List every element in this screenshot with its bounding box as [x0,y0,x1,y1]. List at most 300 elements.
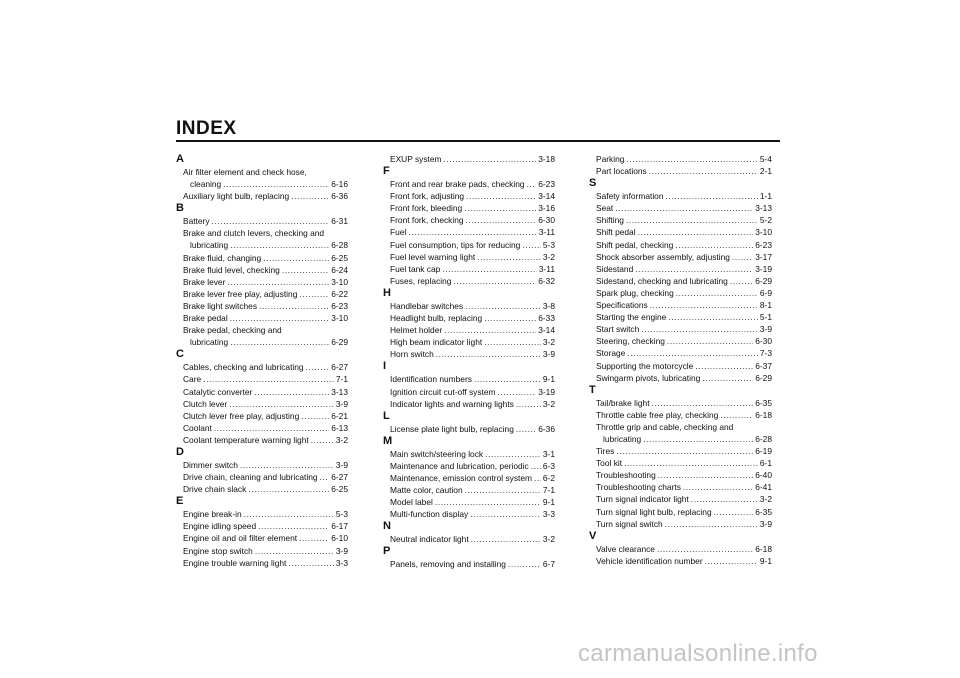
index-entry-line [183,300,348,312]
index-page-number: 6-40 [755,470,772,481]
index-page-number: 6-36 [538,423,555,434]
index-entry [383,312,555,324]
index-entry-line [183,545,348,557]
index-page-number: 3-1 [542,448,555,459]
index-page-number: 3-14 [538,325,555,336]
index-entry [589,397,772,409]
index-entry-text: Front fork, checking [390,215,464,226]
index-page-number: 6-36 [331,191,348,202]
section-letter: F [383,165,390,178]
index-page-number: 6-27 [331,362,348,373]
index-entry-line [183,373,348,385]
index-entry-line [183,422,348,434]
index-entry [383,190,555,202]
dot-leader [291,190,329,202]
index-entry [589,518,772,530]
index-entry-line [183,178,348,190]
dot-leader [435,496,541,508]
index-page-number: 3-9 [335,545,348,556]
index-page-number: 6-19 [755,446,772,457]
index-entry-text: Start switch [596,324,640,335]
section-letter: A [176,153,184,165]
index-entry-text: Fuel level warning light [390,251,476,262]
index-entry-text: Horn switch [390,349,434,360]
index-entry [383,508,555,520]
index-entry-text: Catalytic converter [183,386,253,397]
index-entry-line [390,251,555,263]
index-entry [176,398,348,410]
index-entry-text: Indicator lights and warning lights [390,398,514,409]
dot-leader [484,312,536,324]
index-entry [383,348,555,360]
index-entry-line [596,190,772,202]
index-entry-line [183,471,348,483]
index-entry-text: Ignition circuit cut-off system [390,386,496,397]
index-entry-line [183,276,348,288]
index-page-number: 3-18 [538,154,555,164]
index-entry-text: Maintenance and lubrication, periodic [390,460,529,471]
index-page-number: 6-18 [755,543,772,554]
index-page-number: 9-1 [542,497,555,508]
index-entry-text: Sidestand [596,263,634,274]
index-entry-text: Tail/brake light [596,397,650,408]
index-entry [176,312,348,324]
index-entry [383,336,555,348]
index-entry-line [596,555,772,567]
dot-leader [638,226,754,238]
index-entry-line [596,518,772,530]
dot-leader [652,397,754,409]
index-page-number: 3-2 [542,534,555,545]
dot-leader [240,459,334,471]
index-page-number: 6-41 [755,482,772,493]
index-page-number: 6-28 [755,433,772,444]
index-entry [589,190,772,202]
index-entry-line [183,508,348,520]
index-entry-text: Tool kit [596,458,623,469]
index-entry-heading: Brake and clutch levers, checking and [183,228,325,239]
dot-leader [408,226,537,238]
index-page-number: 3-2 [542,398,555,409]
index-page-number: 5-1 [759,312,772,323]
index-page-number: 3-2 [335,434,348,445]
index-entry-heading: Throttle grip and cable, checking and [596,421,734,432]
index-entry [176,227,348,251]
index-page-number: 9-1 [542,374,555,385]
index-entry-line [596,287,772,299]
index-entry [589,226,772,238]
section-letter: T [589,383,596,396]
dot-leader [477,251,541,263]
index-page-number: 3-13 [331,386,348,397]
index-entry-text: Troubleshooting [596,470,656,481]
index-entry-line [390,226,555,238]
dot-leader [244,508,334,520]
index-entry [383,484,555,496]
index-entry [383,300,555,312]
index-entry-text: Shock absorber assembly, adjusting [596,251,730,262]
index-page-number: 3-10 [331,276,348,287]
dot-leader [453,275,536,287]
index-entry-line [183,386,348,398]
index-page-number: 3-14 [538,191,555,202]
index-column-3 [589,153,772,567]
index-page-number: 3-17 [755,251,772,262]
index-page-number: 3-2 [759,494,772,505]
index-entry-line [596,493,772,505]
index-entry-text: Coolant temperature warning light [183,434,309,445]
index-page-number: 6-13 [331,422,348,433]
index-page-number: 6-27 [331,472,348,483]
index-page-number: 3-11 [538,227,555,238]
dot-leader [522,239,541,251]
dot-leader [223,178,329,190]
index-entry-line [390,324,555,336]
index-entry-line [183,483,348,495]
index-page-number: 6-2 [542,472,555,483]
dot-leader [667,335,753,347]
index-entry-text: cleaning [190,179,222,190]
dot-leader [470,508,541,520]
index-entry-line [390,214,555,226]
dot-leader [531,460,541,472]
index-entry [589,457,772,469]
index-entry [383,251,555,263]
index-page-number: 6-32 [538,275,555,286]
index-page-number: 3-13 [755,203,772,214]
index-entry [176,386,348,398]
index-entry-line [390,484,555,496]
index-entry [383,239,555,251]
index-entry-text: Fuses, replacing [390,275,452,286]
index-entry-line [596,433,772,445]
index-entry-text: Identification numbers [390,374,472,385]
index-page-number: 8-1 [759,300,772,311]
index-entry [589,347,772,359]
dot-leader [485,448,541,460]
index-entry [383,460,555,472]
index-entry-line [183,288,348,300]
index-entry [589,506,772,518]
index-entry [589,409,772,421]
dot-leader [465,300,541,312]
index-entry-text: Brake lever free play, adjusting [183,288,298,299]
dot-leader [668,311,758,323]
dot-leader [442,263,537,275]
index-column-2 [383,153,555,571]
dot-leader [516,423,536,435]
index-entry [176,545,348,557]
index-entry-line [596,165,772,177]
section-letter: H [383,286,391,299]
dot-leader [616,445,753,457]
dot-leader [299,288,329,300]
index-page-number: 6-9 [759,287,772,298]
index-entry-text: Dimmer switch [183,459,238,470]
dot-leader [626,214,758,226]
index-entry-text: Engine trouble warning light [183,557,287,568]
dot-leader [259,300,329,312]
index-entry-line [390,460,555,472]
index-entry [176,434,348,446]
index-page-number: 3-19 [538,386,555,397]
index-entry-text: Safety information [596,191,664,202]
dot-leader [464,202,536,214]
index-entry [383,448,555,460]
index-entry-text: Shift pedal, checking [596,239,674,250]
index-entry [383,373,555,385]
index-page-number: 6-28 [331,240,348,251]
index-entry-text: Front fork, adjusting [390,191,465,202]
index-entry [176,288,348,300]
index-entry [589,481,772,493]
index-page-number: 5-2 [759,215,772,226]
dot-leader [288,557,334,569]
index-entry-text: Tires [596,446,615,457]
index-entry-line [390,423,555,435]
dot-leader [624,457,758,469]
index-page-number: 3-3 [335,557,348,568]
index-entry-line [390,153,555,165]
index-entry-text: Vehicle identification number [596,555,703,566]
section-letter: S [589,177,597,190]
dot-leader [508,558,541,570]
index-entry [176,264,348,276]
index-entry [383,263,555,275]
index-entry-line [390,373,555,385]
index-entry-text: Part locations [596,166,647,177]
title-rule [176,140,780,142]
dot-leader [676,287,758,299]
index-entry-text: Shift pedal [596,227,636,238]
index-entry [176,215,348,227]
index-entry [176,300,348,312]
index-entry-line [596,202,772,214]
dot-leader [214,422,329,434]
index-entry-text: Headlight bulb, replacing [390,313,483,324]
index-entry-text: Engine oil and oil filter element [183,533,298,544]
index-entry-heading: Brake pedal, checking and [183,325,282,336]
index-entry-line [596,409,772,421]
index-page-number: 1-1 [759,191,772,202]
page-title: INDEX [176,118,237,139]
index-page-number: 3-9 [542,349,555,360]
dot-leader [248,483,329,495]
index-entry-line [183,239,348,251]
index-entry [383,558,555,570]
index-entry [383,153,555,165]
index-entry-text: Spark plug, checking [596,287,674,298]
index-entry-line [183,190,348,202]
index-entry-line [596,263,772,275]
index-entry [589,165,772,177]
index-entry [176,483,348,495]
dot-leader [203,373,334,385]
index-entry-line [183,398,348,410]
index-entry-text: Clutch lever free play, adjusting [183,410,300,421]
index-entry-text: Brake light switches [183,300,258,311]
index-entry-line [183,459,348,471]
index-entry-line [183,520,348,532]
dot-leader [695,360,753,372]
index-entry-line [390,533,555,545]
index-entry-line [183,312,348,324]
index-entry-text: EXUP system [390,154,442,164]
index-entry-line [390,190,555,202]
index-entry [176,557,348,569]
index-entry-line [596,372,772,384]
section-letter: M [383,434,393,447]
index-entry [589,360,772,372]
index-entry [589,275,772,287]
index-entry-line [596,506,772,518]
index-entry-line [596,251,772,263]
index-entry [383,226,555,238]
index-entry-text: Drive chain, cleaning and lubricating [183,472,318,483]
index-page-number: 6-31 [331,216,348,227]
index-entry-line [183,215,348,227]
index-entry-text: Front fork, bleeding [390,203,463,214]
index-entry-line [596,153,772,165]
dot-leader [627,347,758,359]
dot-leader [650,299,758,311]
index-entry-line [183,264,348,276]
index-entry-text: Seat [596,203,614,214]
index-entry [176,520,348,532]
index-entry-text: Supporting the motorcycle [596,360,694,371]
index-entry-line [390,300,555,312]
dot-leader [527,178,537,190]
dot-leader [714,506,754,518]
index-page-number: 5-3 [335,509,348,520]
index-entry [176,252,348,264]
dot-leader [665,518,758,530]
index-entry-text: Neutral indicator light [390,534,469,545]
index-entry-text: Turn signal light bulb, replacing [596,506,712,517]
index-entry-line [596,457,772,469]
index-entry-line [390,202,555,214]
index-entry-line [390,398,555,410]
section-letter: E [176,495,184,508]
dot-leader [254,386,329,398]
index-page-number: 3-11 [538,263,555,274]
watermark: carmanualsonline.info [578,640,818,667]
section-letter: B [176,202,184,215]
index-page-number: 6-24 [331,264,348,275]
index-entry [176,459,348,471]
index-page-number: 5-4 [759,154,772,164]
dot-leader [471,533,541,545]
index-column-1 [176,153,348,569]
index-entry-text: Maintenance, emission control system [390,472,532,483]
dot-leader [730,275,753,287]
index-page-number: 6-37 [755,360,772,371]
index-entry-text: Engine stop switch [183,545,253,556]
index-page-number: 6-30 [755,336,772,347]
index-entry [383,423,555,435]
index-entry [589,251,772,263]
index-entry-text: Battery [183,216,210,227]
index-entry-text: High beam indicator light [390,337,483,348]
dot-leader [444,324,536,336]
index-entry-text: Storage [596,348,626,359]
index-entry [383,214,555,226]
index-entry [589,543,772,555]
dot-leader [683,481,753,493]
index-entry-line [596,360,772,372]
section-letter: L [383,409,390,422]
dot-leader [466,190,536,202]
dot-leader [635,263,753,275]
dot-leader [229,398,334,410]
index-page-number: 7-1 [542,485,555,496]
dot-leader [212,215,330,227]
index-entry-text: Fuel consumption, tips for reducing [390,239,521,250]
dot-leader [534,472,541,484]
dot-leader [282,264,329,276]
index-page-number: 6-30 [538,215,555,226]
index-entry-text: Main switch/steering lock [390,448,484,459]
index-page-number: 3-9 [335,459,348,470]
index-entry-line [390,178,555,190]
index-entry [383,533,555,545]
index-entry-text: lubricating [603,433,642,444]
index-entry-text: Engine break-in [183,509,242,520]
index-entry-text: License plate light bulb, replacing [390,423,514,434]
index-page-number: 3-8 [542,300,555,311]
dot-leader [484,336,541,348]
index-entry-text: Matte color, caution [390,485,463,496]
dot-leader [258,520,329,532]
index-page-number: 3-9 [759,324,772,335]
index-entry-text: Turn signal switch [596,518,663,529]
dot-leader [230,312,330,324]
dot-leader [436,348,541,360]
index-entry-text: Shifting [596,215,624,226]
index-entry [383,386,555,398]
index-entry-line [183,532,348,544]
index-page-number: 6-25 [331,484,348,495]
index-page-number: 6-23 [755,239,772,250]
index-entry [383,202,555,214]
dot-leader [498,386,537,398]
index-entry [176,471,348,483]
index-page-number: 3-10 [755,227,772,238]
section-letter: D [176,445,184,458]
index-entry [589,311,772,323]
index-entry-line [390,239,555,251]
index-entry-text: Handlebar switches [390,300,464,311]
index-page-number: 7-1 [335,374,348,385]
dot-leader [732,251,753,263]
index-entry [589,263,772,275]
dot-leader [691,493,758,505]
index-entry-text: Brake fluid, changing [183,252,262,263]
index-entry-text: lubricating [190,337,229,348]
index-entry-text: Valve clearance [596,543,655,554]
index-entry [176,422,348,434]
index-page-number: 6-29 [331,337,348,348]
index-page-number: 6-33 [538,313,555,324]
index-entry-line [596,481,772,493]
section-letter: N [383,520,391,533]
index-entry-line [390,558,555,570]
index-page-number: 7-3 [759,348,772,359]
section-letter: I [383,360,387,373]
index-entry-line [183,252,348,264]
index-entry-text: Multi-function display [390,509,469,520]
index-entry [383,324,555,336]
